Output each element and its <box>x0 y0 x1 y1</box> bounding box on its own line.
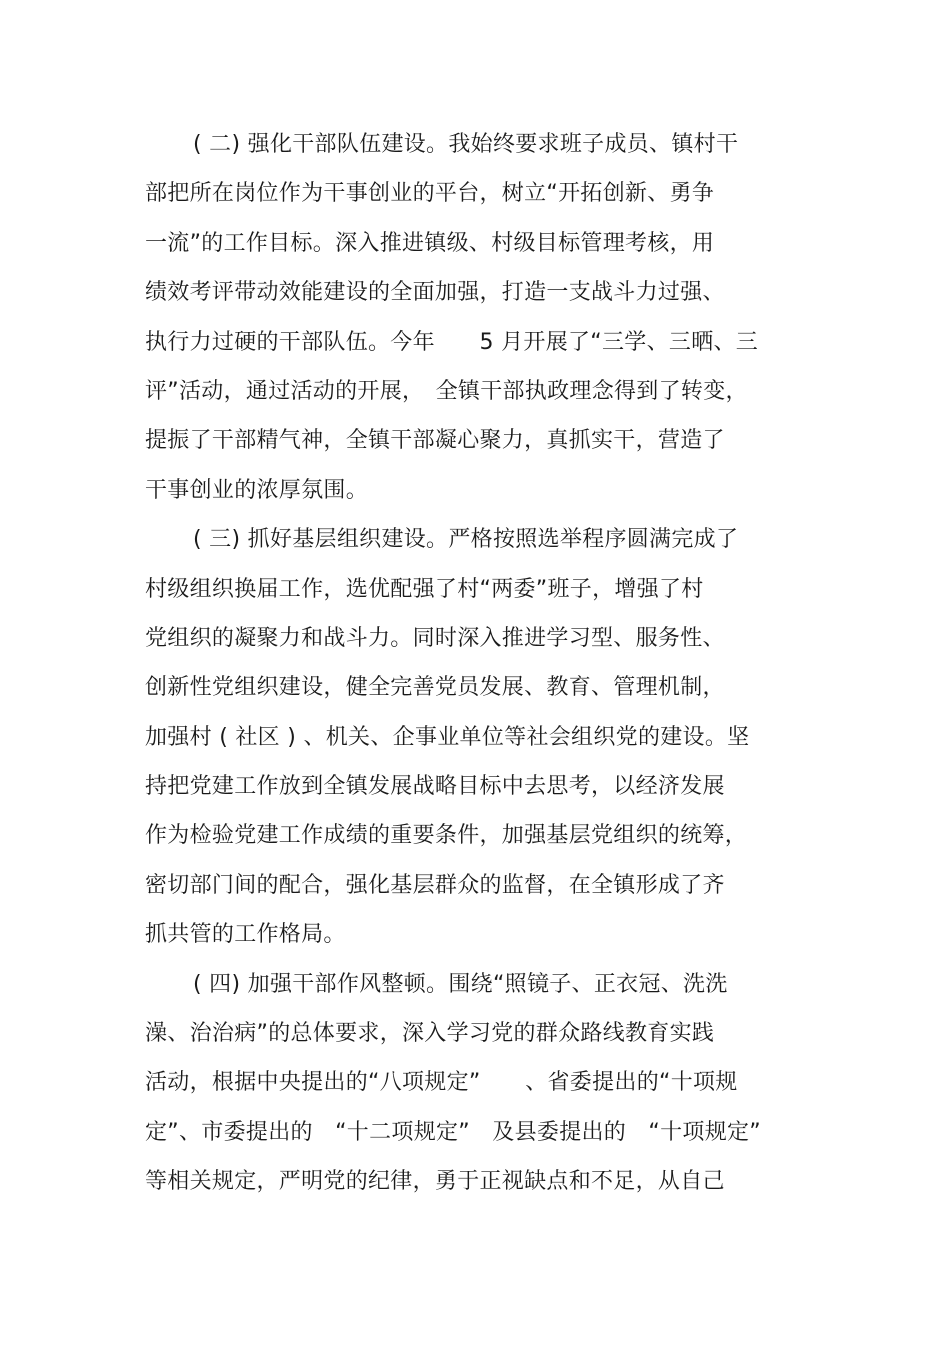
paragraph-cadre-team <box>145 120 805 515</box>
text-line: 提振了干部精气神，全镇干部凝心聚力，真抓实干，营造了 <box>145 428 725 454</box>
text-line: ( 二) 强化干部队伍建设。我始终要求班子成员、镇村干 <box>193 132 739 157</box>
text-line: 干事创业的浓厚氛围。 <box>145 477 369 503</box>
document-body <box>145 120 805 1207</box>
text-line: 持把党建工作放到全镇发展战略目标中去思考，以经济发展 <box>145 774 725 800</box>
paragraph-work-style <box>145 960 805 1207</box>
text-line: 活动，根据中央提出的“八项规定” 、省委提出的“十项规 <box>145 1070 738 1096</box>
text-line: 澡、治治病”的总体要求，深入学习党的群众路线教育实践 <box>145 1021 715 1047</box>
text-line: 党组织的凝聚力和战斗力。同时深入推进学习型、服务性、 <box>145 625 725 651</box>
text-line: 评”活动，通过活动的开展， 全镇干部执政理念得到了转变， <box>145 378 748 404</box>
text-line: ( 三) 抓好基层组织建设。严格按照选举程序圆满完成了 <box>193 527 739 553</box>
text-line: 执行力过硬的干部队伍。今年 5 月开展了“三学、三晒、三 <box>145 329 759 355</box>
text-line: 密切部门间的配合，强化基层群众的监督，在全镇形成了齐 <box>145 872 725 898</box>
text-line: 部把所在岗位作为干事创业的平台，树立“开拓创新、勇争 <box>145 181 715 207</box>
text-line: 等相关规定，严明党的纪律，勇于正视缺点和不足，从自己 <box>145 1169 725 1195</box>
text-line: 作为检验党建工作成绩的重要条件，加强基层党组织的统筹， <box>145 823 748 849</box>
text-line: ( 四) 加强干部作风整顿。围绕“照镜子、正衣冠、洗洗 <box>193 971 728 997</box>
text-line: 村级组织换届工作，选优配强了村“两委”班子，增强了村 <box>145 576 704 602</box>
text-line: 加强村 ( 社区 ) 、机关、企事业单位等社会组织党的建设。坚 <box>145 724 750 750</box>
text-line: 定”、市委提出的 “十二项规定” 及县委提出的 “十项规定” <box>145 1119 761 1145</box>
text-line: 绩效考评带动效能建设的全面加强，打造一支战斗力过强、 <box>145 280 725 306</box>
text-line: 抓共管的工作格局。 <box>145 922 346 948</box>
paragraph-grassroots-organization <box>145 515 805 960</box>
text-line: 一流”的工作目标。深入推进镇级、村级目标管理考核，用 <box>145 230 715 256</box>
text-line: 创新性党组织建设，健全完善党员发展、教育、管理机制， <box>145 675 725 701</box>
